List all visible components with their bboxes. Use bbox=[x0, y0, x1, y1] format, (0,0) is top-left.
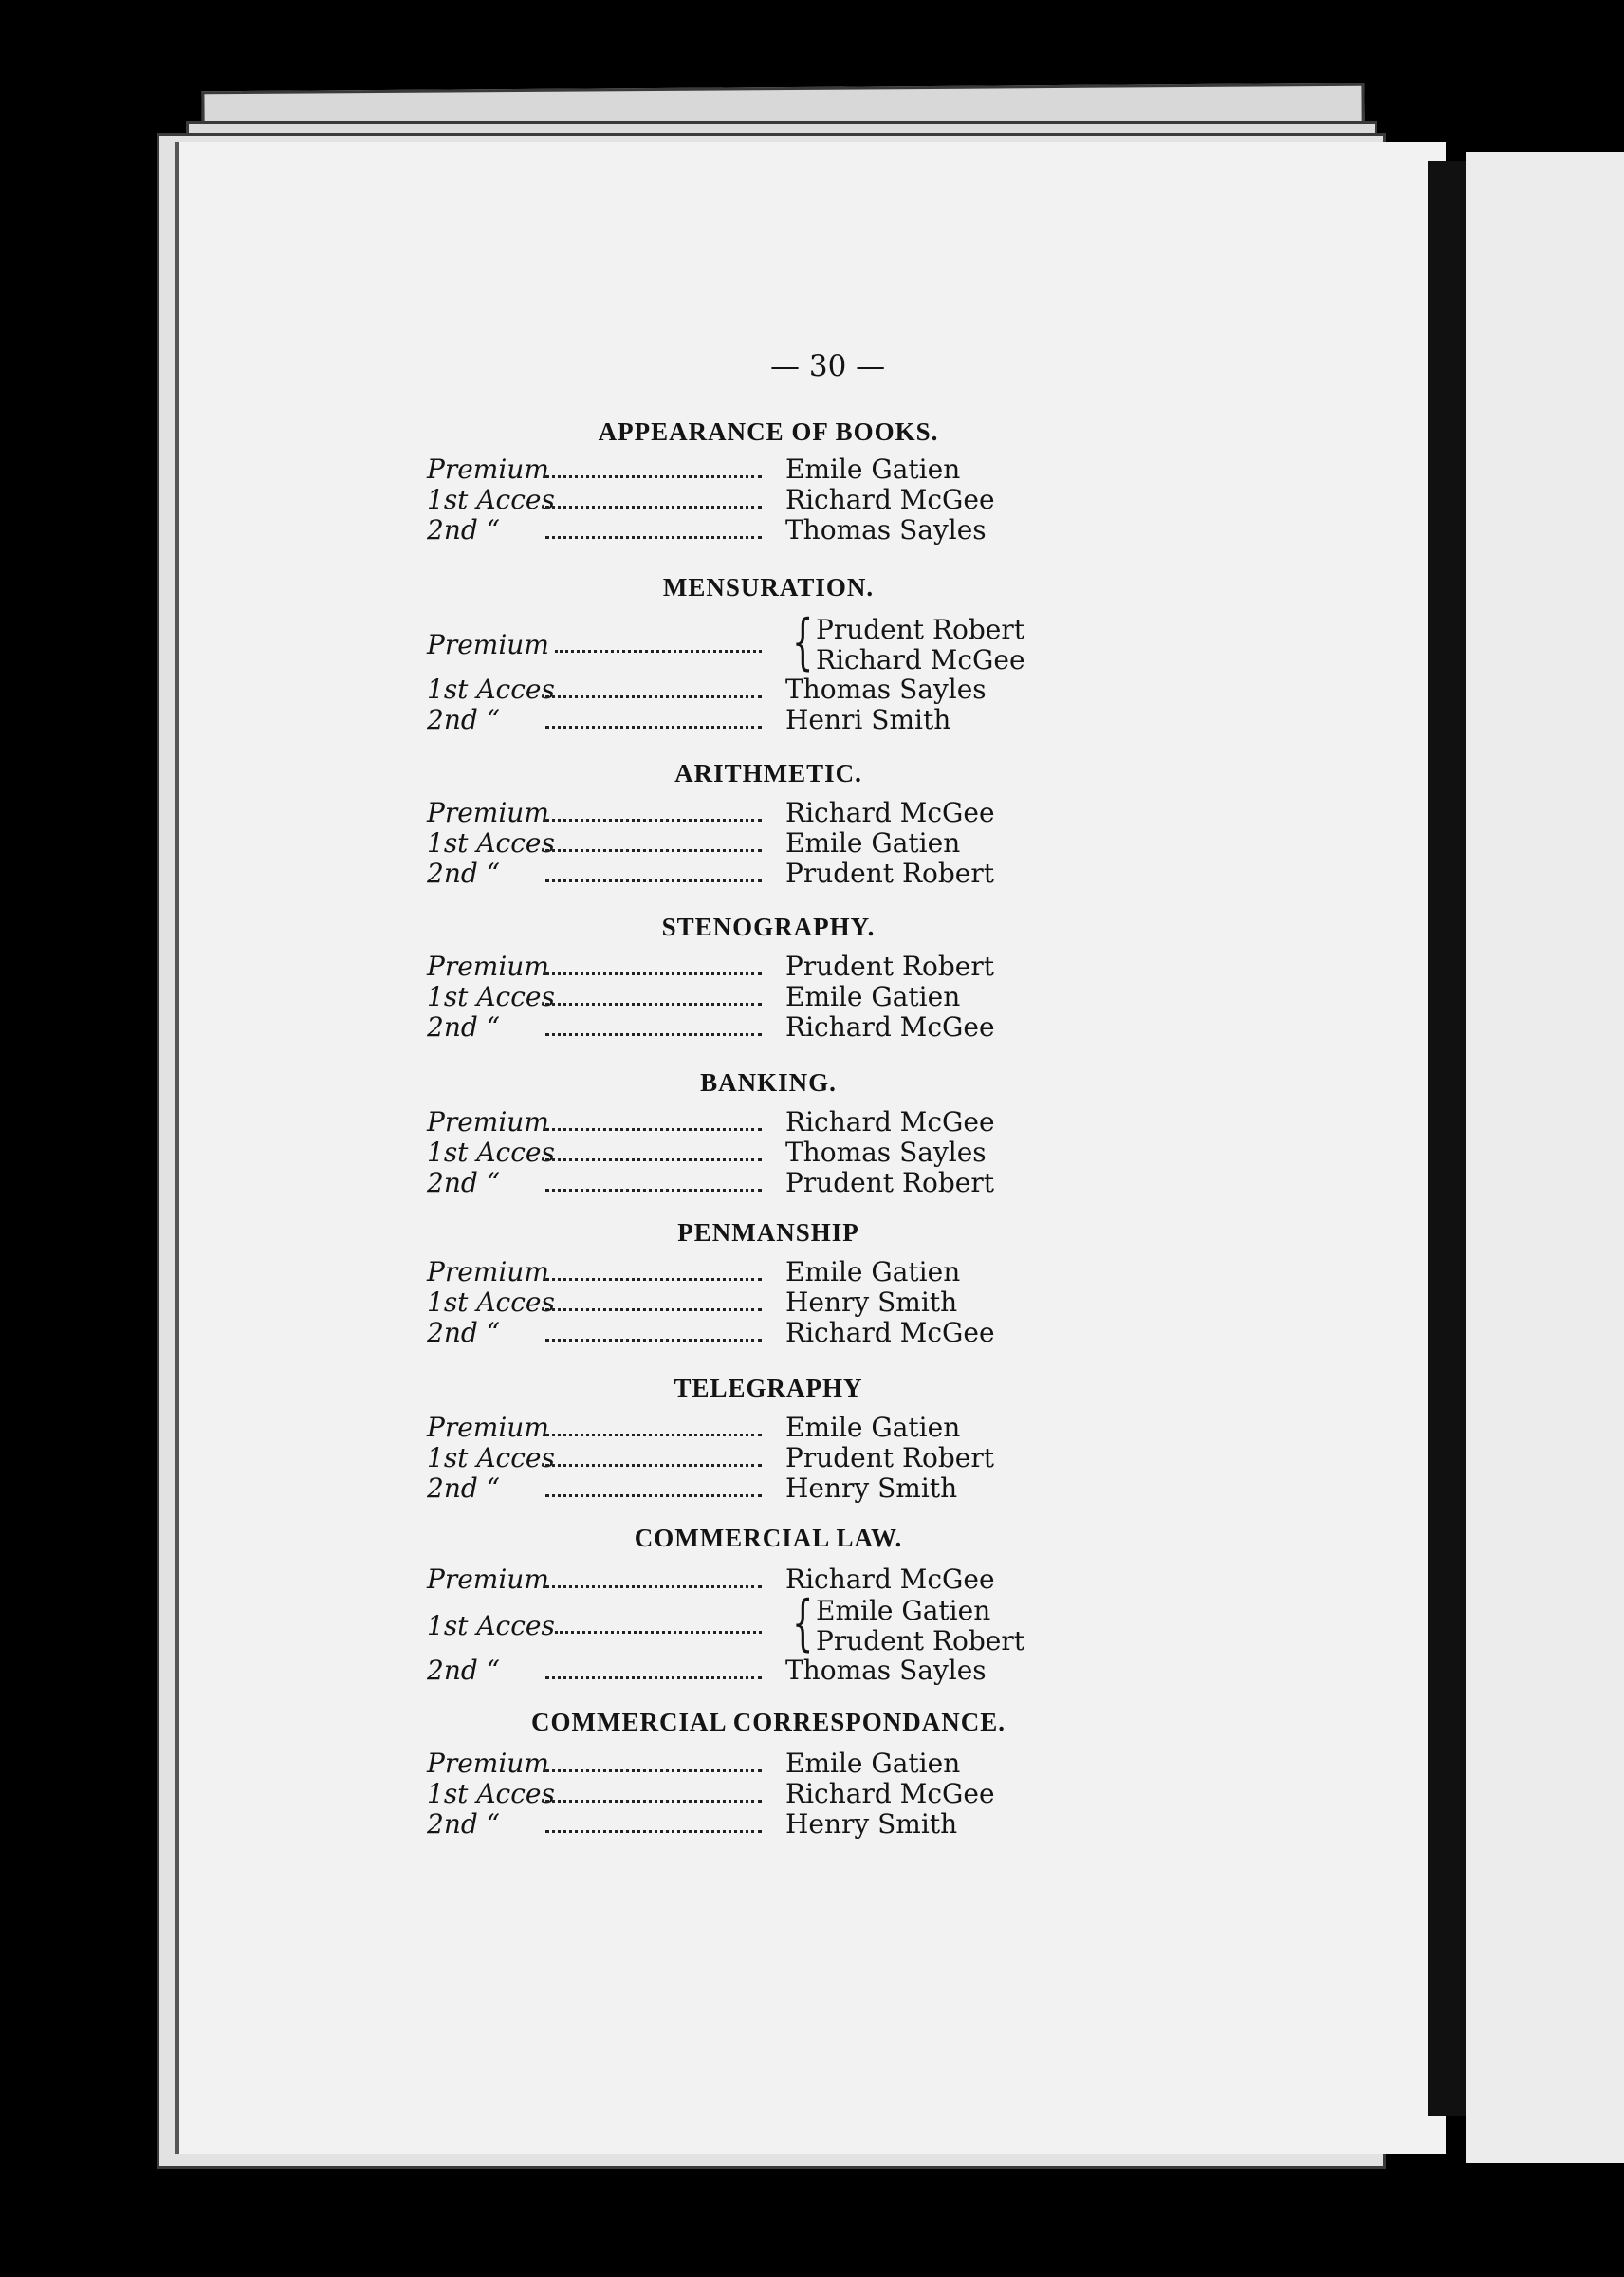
dot-leader bbox=[545, 1656, 762, 1679]
section-title: PENMANSHIP bbox=[677, 1218, 859, 1247]
award-label: Premium bbox=[427, 1106, 549, 1138]
award-label: Premium bbox=[427, 951, 549, 982]
student-name: Henry Smith bbox=[785, 1808, 958, 1840]
award-label: Premium bbox=[427, 1748, 549, 1779]
student-name: Thomas Sayles bbox=[785, 1655, 987, 1686]
student-name: Thomas Sayles bbox=[785, 674, 987, 705]
dot-leader bbox=[545, 1257, 762, 1281]
dot-leader bbox=[555, 629, 762, 653]
award-row bbox=[427, 828, 1110, 859]
award-label: 2nd “ bbox=[427, 1167, 500, 1198]
dot-leader bbox=[545, 1443, 762, 1467]
award-row bbox=[427, 1473, 1110, 1504]
student-name: Prudent Robert bbox=[816, 1625, 1025, 1657]
student-name: Richard McGee bbox=[785, 797, 995, 828]
section-title: MENSURATION. bbox=[662, 573, 875, 602]
tied-award-row bbox=[427, 607, 1110, 677]
section-title: APPEARANCE OF BOOKS. bbox=[598, 417, 939, 446]
award-row bbox=[427, 1413, 1110, 1443]
student-name: Emile Gatien bbox=[785, 454, 961, 485]
award-row bbox=[427, 1257, 1110, 1287]
brace-mark: { bbox=[792, 1588, 814, 1658]
dot-leader bbox=[545, 705, 762, 729]
student-name: Richard McGee bbox=[785, 1778, 995, 1809]
section-arithmetic bbox=[427, 759, 1110, 889]
award-row bbox=[427, 1443, 1110, 1473]
award-label: 1st Acces bbox=[427, 1610, 555, 1641]
dot-leader bbox=[545, 1318, 762, 1342]
award-row bbox=[427, 705, 1110, 735]
student-name: Prudent Robert bbox=[785, 1167, 995, 1198]
dot-leader bbox=[545, 1809, 762, 1833]
section-telegraphy bbox=[427, 1374, 1110, 1504]
book-gutter bbox=[1428, 161, 1466, 2116]
dot-leader bbox=[545, 454, 762, 478]
dot-leader bbox=[545, 1012, 762, 1036]
award-label: 2nd “ bbox=[427, 1808, 500, 1840]
student-name: Henry Smith bbox=[785, 1472, 958, 1504]
award-label: Premium bbox=[427, 797, 549, 828]
student-name: Emile Gatien bbox=[785, 1256, 961, 1287]
section-penmanship bbox=[427, 1218, 1110, 1348]
student-name: Prudent Robert bbox=[785, 1442, 995, 1473]
dot-leader bbox=[545, 859, 762, 882]
award-label: 1st Acces bbox=[427, 1287, 555, 1318]
student-name: Emile Gatien bbox=[785, 827, 961, 859]
dot-leader bbox=[545, 952, 762, 975]
dot-leader bbox=[545, 1564, 762, 1588]
award-row bbox=[427, 485, 1110, 515]
award-row bbox=[427, 454, 1110, 485]
dot-leader bbox=[545, 1749, 762, 1772]
section-title: ARITHMETIC. bbox=[674, 759, 862, 787]
award-row bbox=[427, 1012, 1110, 1043]
award-row bbox=[427, 859, 1110, 889]
award-row bbox=[427, 798, 1110, 828]
award-row bbox=[427, 1168, 1110, 1198]
dot-leader bbox=[545, 1107, 762, 1131]
award-label: 2nd “ bbox=[427, 1317, 500, 1348]
dot-leader bbox=[545, 515, 762, 539]
student-name: Thomas Sayles bbox=[785, 514, 987, 546]
student-name: Henry Smith bbox=[785, 1287, 958, 1318]
page-number-text: — 30 — bbox=[770, 349, 886, 383]
award-row bbox=[427, 982, 1110, 1012]
award-row bbox=[427, 675, 1110, 705]
section-commercial-law bbox=[427, 1524, 1110, 1686]
award-label: 1st Acces bbox=[427, 827, 555, 859]
student-name: Richard McGee bbox=[785, 1106, 995, 1138]
award-label: 2nd “ bbox=[427, 1655, 500, 1686]
award-row bbox=[427, 1779, 1110, 1809]
award-row bbox=[427, 1809, 1110, 1840]
award-label: Premium bbox=[427, 1256, 549, 1287]
student-name: Richard McGee bbox=[785, 1317, 995, 1348]
award-row bbox=[427, 1318, 1110, 1348]
award-label: 1st Acces bbox=[427, 981, 555, 1012]
dot-leader bbox=[555, 1610, 762, 1634]
dot-leader bbox=[545, 1287, 762, 1311]
student-name: Richard McGee bbox=[785, 1011, 995, 1043]
award-label: 1st Acces bbox=[427, 674, 555, 705]
brace-mark: { bbox=[792, 607, 814, 677]
award-row bbox=[427, 1656, 1110, 1686]
section-banking bbox=[427, 1068, 1110, 1198]
dot-leader bbox=[545, 1413, 762, 1436]
dot-leader bbox=[545, 1138, 762, 1161]
award-row bbox=[427, 1564, 1110, 1595]
student-name: Thomas Sayles bbox=[785, 1137, 987, 1168]
section-title: TELEGRAPHY bbox=[674, 1374, 863, 1402]
award-row bbox=[427, 952, 1110, 982]
award-label: 1st Acces bbox=[427, 484, 555, 515]
award-label: 1st Acces bbox=[427, 1137, 555, 1168]
section-title: BANKING. bbox=[700, 1068, 837, 1097]
student-name: Richard McGee bbox=[785, 1564, 995, 1595]
award-label: Premium bbox=[427, 1412, 549, 1443]
section-appearance-of-books bbox=[427, 417, 1110, 546]
award-row bbox=[427, 1138, 1110, 1168]
award-label: 2nd “ bbox=[427, 1472, 500, 1504]
student-name: Henri Smith bbox=[785, 704, 951, 735]
student-name: Emile Gatien bbox=[785, 981, 961, 1012]
dot-leader bbox=[545, 1779, 762, 1803]
dot-leader bbox=[545, 982, 762, 1006]
facing-page bbox=[1466, 152, 1624, 2163]
award-label: Premium bbox=[427, 1564, 549, 1595]
section-commercial-correspondance bbox=[427, 1708, 1110, 1840]
award-label: 1st Acces bbox=[427, 1442, 555, 1473]
award-row bbox=[427, 515, 1110, 546]
student-name: Richard McGee bbox=[816, 644, 1025, 676]
section-stenography bbox=[427, 913, 1110, 1043]
award-label: 2nd “ bbox=[427, 1011, 500, 1043]
award-row bbox=[427, 1107, 1110, 1138]
award-row bbox=[427, 1287, 1110, 1318]
award-label: 2nd “ bbox=[427, 858, 500, 889]
student-name: Prudent Robert bbox=[816, 614, 1025, 645]
award-label: 2nd “ bbox=[427, 704, 500, 735]
student-name: Emile Gatien bbox=[816, 1595, 991, 1626]
student-name: Prudent Robert bbox=[785, 858, 995, 889]
award-label: Premium bbox=[427, 629, 549, 660]
student-name: Prudent Robert bbox=[785, 951, 995, 982]
dot-leader bbox=[545, 1168, 762, 1192]
dot-leader bbox=[545, 828, 762, 852]
dot-leader bbox=[545, 485, 762, 509]
tied-award-row bbox=[427, 1588, 1110, 1658]
section-title: COMMERCIAL CORRESPONDANCE. bbox=[530, 1708, 1006, 1736]
award-label: 2nd “ bbox=[427, 514, 500, 546]
student-name: Richard McGee bbox=[785, 484, 995, 515]
award-label: Premium bbox=[427, 454, 549, 485]
section-title: STENOGRAPHY. bbox=[661, 913, 876, 941]
dot-leader bbox=[545, 1473, 762, 1497]
student-name: Emile Gatien bbox=[785, 1412, 961, 1443]
award-label: 1st Acces bbox=[427, 1778, 555, 1809]
award-row bbox=[427, 1749, 1110, 1779]
student-name: Emile Gatien bbox=[785, 1748, 961, 1779]
section-title: COMMERCIAL LAW. bbox=[634, 1524, 903, 1552]
dot-leader bbox=[545, 798, 762, 822]
dot-leader bbox=[545, 675, 762, 698]
section-mensuration bbox=[427, 573, 1110, 735]
